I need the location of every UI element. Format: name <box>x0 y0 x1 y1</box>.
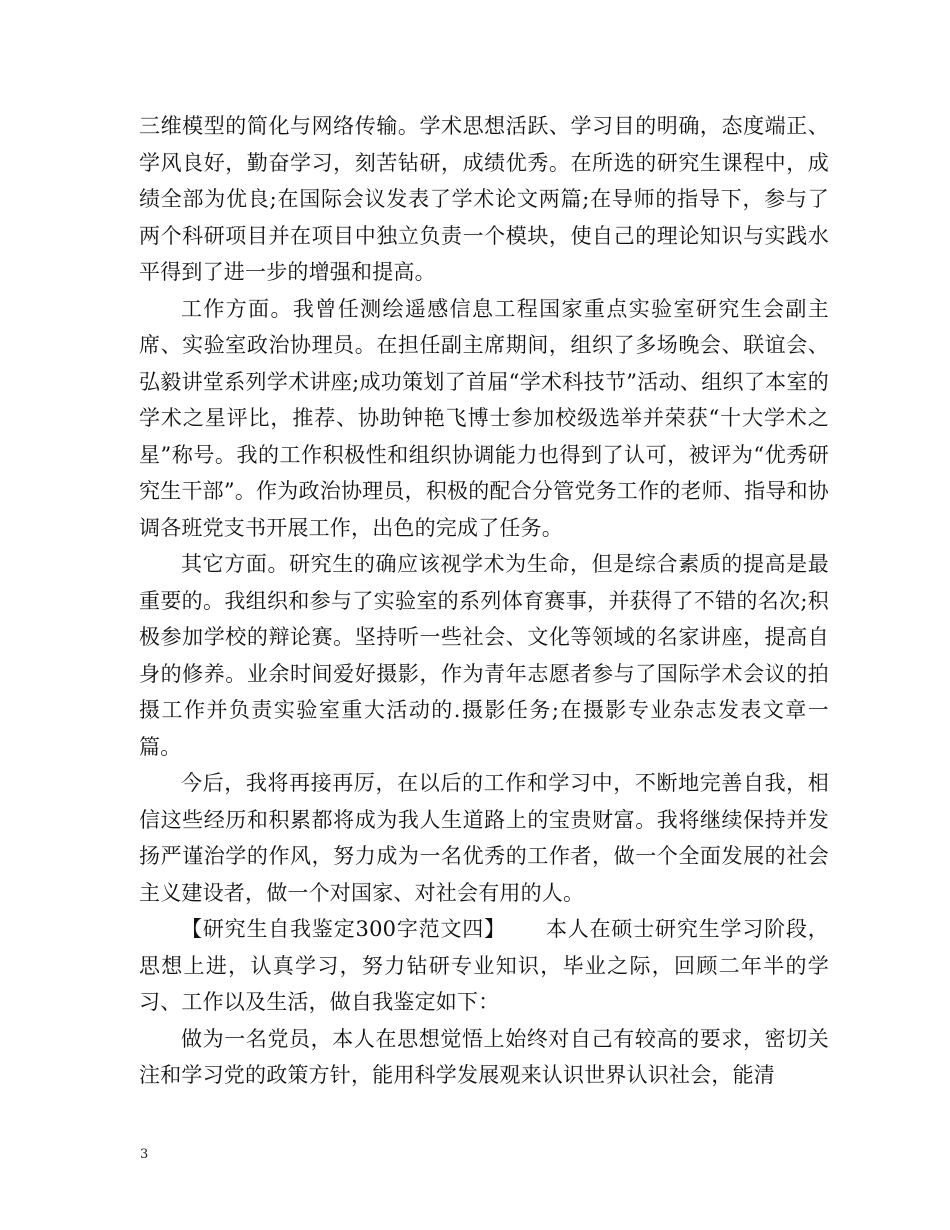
paragraph-future: 今后，我将再接再厉，在以后的工作和学习中，不断地完善自我，相信这些经历和积累都将成为我人生道路上的宝贵财富。我将继续保持并发扬严谨治学的作风，努力成为一名优秀的工作者，做一个全面发展的社会主义建设者，做一个对国家、对社会有用的人。 <box>139 771 829 905</box>
section-heading: 【研究生自我鉴定300字范文四】 <box>181 917 506 941</box>
section-intro: 本人在硕士研究生学习阶段，思想上进，认真学习，努力钻研专业知识，毕业之际，回顾二年半的学习、工作以及生活，做自我鉴定如下： <box>139 917 829 1014</box>
paragraph-academic: 三维模型的简化与网络传输。学术思想活跃、学习目的明确，态度端正、学风良好，勤奋学习，刻苦钻研，成绩优秀。在所选的研究生课程中，成绩全部为优良;在国际会议发表了学术论文两篇;在导师的指导下，参与了两个科研项目并在项目中独立负责一个模块，使自己的理论知识与实践水平得到了进一步的增强和提高。 <box>139 114 829 284</box>
page-number: 3 <box>140 1147 149 1162</box>
paragraph-other: 其它方面。研究生的确应该视学术为生命，但是综合素质的提高是最重要的。我组织和参与了实验室的系列体育赛事，并获得了不错的名次;积极参加学校的辩论赛。坚持听一些社会、文化等领域的名家讲座，提高自身的修养。业余时间爱好摄影，作为青年志愿者参与了国际学术会议的拍摄工作并负责实验室重大活动的.摄影任务;在摄影专业杂志发表文章一篇。 <box>139 552 829 759</box>
paragraph-work: 工作方面。我曾任测绘遥感信息工程国家重点实验室研究生会副主席、实验室政治协理员。在担任副主席期间，组织了多场晚会、联谊会、弘毅讲堂系列学术讲座;成功策划了首届“学术科技节”活动、组织了本室的学术之星评比，推荐、协助钟艳飞博士参加校级选举并荣获“十大学术之星”称号。我的工作积极性和组织协调能力也得到了认可，被评为“优秀研究生干部”。作为政治协理员，积极的配合分管党务工作的老师、指导和协调各班党支书开展工作，出色的完成了任务。 <box>139 296 829 540</box>
paragraph-party-member: 做为一名党员，本人在思想觉悟上始终对自己有较高的要求，密切关注和学习党的政策方针，能用科学发展观来认识世界认识社会，能清 <box>139 1026 829 1087</box>
document-body <box>139 108 829 1094</box>
paragraph-section-four <box>139 911 829 1021</box>
